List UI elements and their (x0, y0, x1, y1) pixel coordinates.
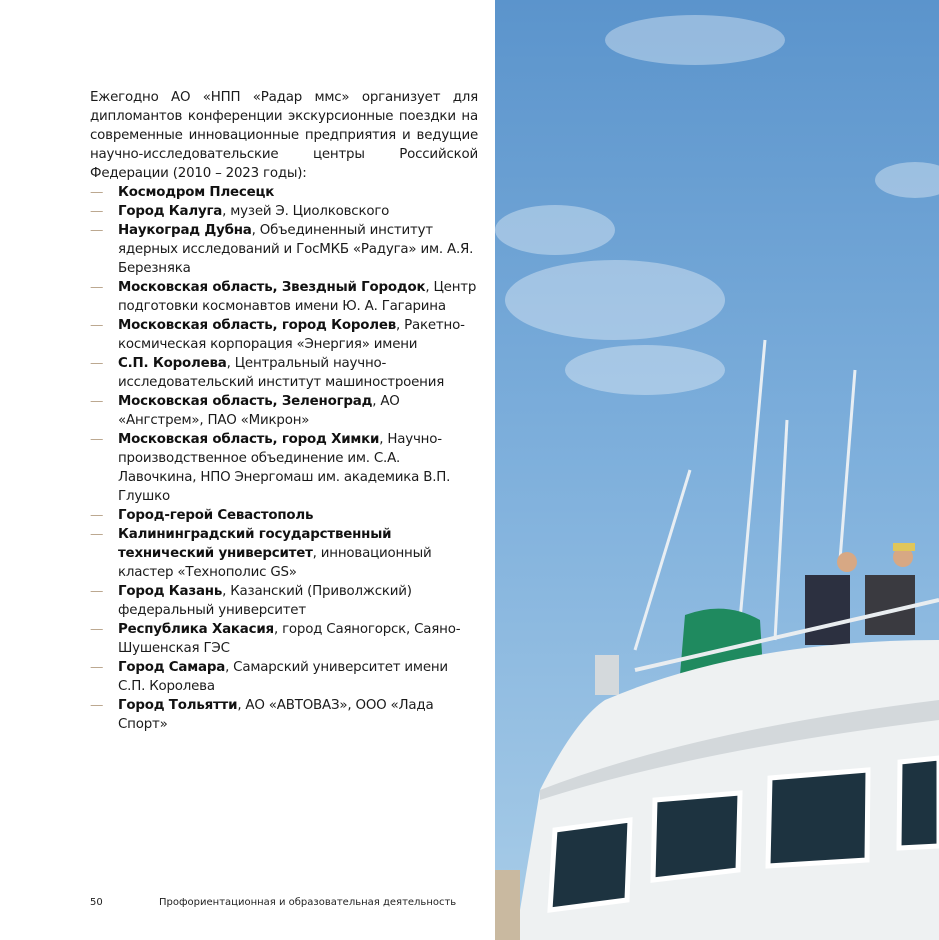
list-item (90, 506, 478, 525)
page-number: 50 (90, 897, 103, 908)
list-item (90, 221, 478, 278)
item-title: Космодром Плесецк (118, 185, 275, 200)
item-detail: , Казанский (Приволжский) федеральный университет (118, 584, 412, 618)
item-title: Московская область, Звездный Городок (118, 280, 426, 295)
dash-bullet: — (90, 660, 104, 675)
dash-bullet: — (90, 204, 104, 219)
list-item (90, 696, 478, 734)
item-detail: , музей Э. Циолковского (222, 204, 390, 219)
item-title: Калининградский государственный технический университет (118, 527, 392, 561)
item-title: Республика Хакасия (118, 622, 274, 637)
dash-bullet: — (90, 223, 104, 238)
item-title: Город Тольятти (118, 698, 238, 713)
item-title: Город-герой Севастополь (118, 508, 314, 523)
item-title: Московская область, город Королев (118, 318, 397, 333)
dash-bullet: — (90, 394, 104, 409)
list-item (90, 183, 478, 202)
section-title: Профориентационная и образовательная деятельность (159, 897, 457, 908)
item-detail: , Научно-производственное объединение им. С.А. Лавочкина, НПО Энергомаш им. академика В.П. Глушко (118, 432, 451, 504)
dash-bullet: — (90, 584, 104, 599)
item-detail: , АО «Ангстрем», ПАО «Микрон» (118, 394, 400, 428)
item-title: Город Калуга (118, 204, 223, 219)
main-text (90, 88, 478, 734)
list-item (90, 620, 478, 658)
dash-bullet: — (90, 280, 104, 295)
dash-bullet: — (90, 185, 104, 200)
dash-bullet: — (90, 356, 104, 371)
list-item (90, 525, 478, 582)
item-detail: , АО «АВТОВАЗ», ООО «Лада Спорт» (118, 698, 434, 732)
dash-bullet: — (90, 527, 104, 542)
item-title: Город Казань (118, 584, 223, 599)
list-item (90, 202, 478, 221)
list-item (90, 354, 478, 392)
dash-bullet: — (90, 698, 104, 713)
item-title: С.П. Королева (118, 356, 227, 371)
dash-bullet: — (90, 622, 104, 637)
list-item (90, 430, 478, 506)
list-item (90, 316, 478, 354)
list-item (90, 658, 478, 696)
item-detail: , Центр подготовки космонавтов имени Ю. А. Гагарина (118, 280, 477, 314)
item-title: Московская область, город Химки (118, 432, 380, 447)
item-detail: , город Саяногорск, Саяно-Шушенская ГЭС (118, 622, 461, 656)
item-detail: , Объединенный институт ядерных исследований и ГосМКБ «Радуга» им. А.Я. Березняка (118, 223, 474, 276)
dash-bullet: — (90, 508, 104, 523)
item-detail: , инновационный кластер «Технополис GS» (118, 546, 432, 580)
dash-bullet: — (90, 432, 104, 447)
intro-paragraph: Ежегодно АО «НПП «Радар ммс» организует для дипломантов конференции экскурсионные поездки на современные инновационные предприятия и ведущие научно-исследовательские центры Российской Федерации (2010 – 2023 годы): (90, 90, 478, 181)
list-item (90, 392, 478, 430)
list-item (90, 278, 478, 316)
excursion-list (90, 183, 478, 734)
list-item (90, 582, 478, 620)
item-title: Город Самара (118, 660, 226, 675)
item-title: Московская область, Зеленоград (118, 394, 373, 409)
ship-photo (495, 0, 939, 940)
item-detail: , Ракетно-космическая корпорация «Энергия» имени (118, 318, 465, 352)
item-detail: , Центральный научно-исследовательский институт машиностроения (118, 356, 445, 390)
dash-bullet: — (90, 318, 104, 333)
item-detail: , Самарский университет имени С.П. Королева (118, 660, 448, 694)
item-title: Наукоград Дубна (118, 223, 252, 238)
